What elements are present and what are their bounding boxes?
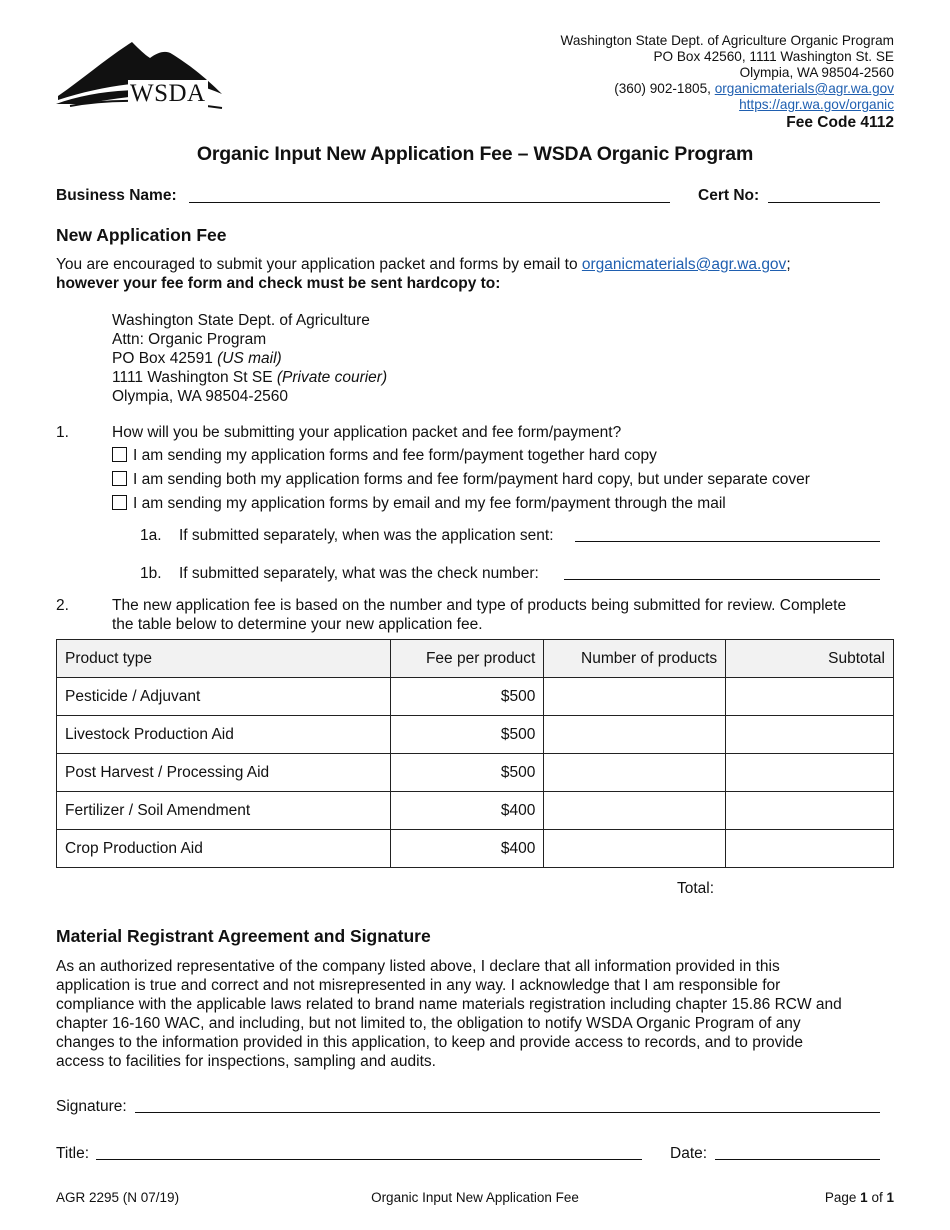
fee-table	[56, 639, 894, 868]
cert-no-field[interactable]	[768, 202, 880, 203]
q1-option-2-label: I am sending both my application forms and fee form/payment hard copy, but under separate cover	[133, 471, 810, 488]
row-fee: $500	[390, 754, 544, 792]
q1-option-1-label: I am sending my application forms and fee form/payment together hard copy	[133, 447, 657, 464]
checkbox-option-2[interactable]	[112, 471, 127, 486]
row-product-type: Crop Production Aid	[57, 830, 391, 868]
mail-line4-note: (Private courier)	[276, 369, 388, 386]
row-product-type: Pesticide / Adjuvant	[57, 678, 391, 716]
footer-page-num: 1	[860, 1190, 868, 1205]
table-row	[57, 716, 894, 754]
row-number-input[interactable]	[544, 716, 726, 754]
row-fee: $400	[390, 792, 544, 830]
business-name-label: Business Name:	[56, 187, 177, 204]
total-label: Total:	[677, 880, 715, 897]
col-header-subtotal: Subtotal	[726, 640, 894, 678]
q2-text	[112, 596, 912, 634]
q1b-number: 1b.	[140, 565, 162, 582]
table-row	[57, 792, 894, 830]
row-number-input[interactable]	[544, 792, 726, 830]
q2-text-line2: the table below to determine your new application fee.	[112, 616, 483, 633]
agreement-line: compliance with the applicable laws related to brand name materials registration including chapter 15.86 RCW and	[56, 996, 842, 1013]
agreement-line: access to facilities for inspections, sampling and audits.	[56, 1053, 436, 1070]
mail-line3: PO Box 42591	[112, 350, 213, 367]
q1-option-1[interactable]	[112, 446, 657, 465]
row-fee: $500	[390, 716, 544, 754]
cert-no-label: Cert No:	[698, 187, 760, 204]
row-subtotal-input[interactable]	[726, 830, 894, 868]
q1-option-2[interactable]	[112, 470, 810, 489]
q1a-number: 1a.	[140, 527, 162, 544]
agreement-line: As an authorized representative of the company listed above, I declare that all information provided in this	[56, 958, 780, 975]
col-header-fee: Fee per product	[390, 640, 544, 678]
agreement-text	[56, 957, 926, 1071]
check-number-field[interactable]	[564, 579, 880, 580]
title-field[interactable]	[96, 1159, 642, 1160]
intro-email-link[interactable]: organicmaterials@agr.wa.gov	[581, 256, 787, 273]
org-phone: (360) 902-1805,	[614, 81, 711, 96]
mail-line2: Attn: Organic Program	[112, 331, 267, 348]
agreement-line: chapter 16-160 WAC, and including, but not limited to, the obligation to notify WSDA Organic Program of any	[56, 1015, 801, 1032]
org-email-link[interactable]: organicmaterials@agr.wa.gov	[714, 81, 894, 96]
q1-number: 1.	[56, 424, 69, 441]
agreement-line: changes to the information provided in this application, to keep and provide access to records, and to provide	[56, 1034, 804, 1051]
org-address2: Olympia, WA 98504-2560	[739, 65, 894, 80]
header-contact	[561, 33, 894, 132]
q2-number: 2.	[56, 597, 69, 614]
row-product-type: Post Harvest / Processing Aid	[57, 754, 391, 792]
footer-form-id: AGR 2295 (N 07/19)	[56, 1190, 180, 1205]
intro-sentence: You are encouraged to submit your application packet and forms by email to	[56, 256, 578, 273]
section-heading-agreement: Material Registrant Agreement and Signature	[56, 926, 431, 946]
footer-page-prefix: Page	[824, 1190, 857, 1205]
q2-text-line1: The new application fee is based on the number and type of products being submitted for review. Complete	[112, 597, 847, 614]
logo-text: WSDA	[130, 80, 206, 107]
row-subtotal-input[interactable]	[726, 754, 894, 792]
application-sent-field[interactable]	[575, 541, 880, 542]
row-subtotal-input[interactable]	[726, 792, 894, 830]
table-header-row	[57, 640, 894, 678]
footer-center: Organic Input New Application Fee	[371, 1190, 579, 1205]
intro-text	[56, 255, 906, 293]
date-label: Date:	[670, 1145, 708, 1162]
checkbox-option-3[interactable]	[112, 495, 127, 510]
org-name: Washington State Dept. of Agriculture Organic Program	[560, 33, 894, 48]
mailing-address	[112, 311, 387, 406]
q1b-text: If submitted separately, what was the check number:	[179, 565, 539, 582]
row-fee: $500	[390, 678, 544, 716]
mail-line1: Washington State Dept. of Agriculture	[112, 312, 370, 329]
wsda-logo	[54, 38, 226, 114]
org-website-link[interactable]: https://agr.wa.gov/organic	[739, 97, 894, 112]
fee-code: Fee Code 4112	[786, 114, 894, 131]
section-heading-new-application-fee: New Application Fee	[56, 225, 227, 245]
total-field[interactable]	[727, 869, 893, 898]
agreement-line: application is true and correct and not misrepresented in any way. I acknowledge that I am responsible for	[56, 977, 781, 994]
business-name-field[interactable]	[189, 202, 670, 203]
row-product-type: Fertilizer / Soil Amendment	[57, 792, 391, 830]
table-row	[57, 678, 894, 716]
q1-text: How will you be submitting your application packet and fee form/payment?	[112, 424, 622, 441]
checkbox-option-1[interactable]	[112, 447, 127, 462]
signature-field[interactable]	[135, 1112, 880, 1113]
q1-option-3-label: I am sending my application forms by email and my fee form/payment through the mail	[133, 495, 726, 512]
date-field[interactable]	[715, 1159, 880, 1160]
footer-page	[825, 1190, 894, 1205]
footer-page-total: 1	[886, 1190, 894, 1205]
row-number-input[interactable]	[544, 678, 726, 716]
col-header-number: Number of products	[544, 640, 726, 678]
footer-page-of: of	[871, 1190, 883, 1205]
intro-bold: however your fee form and check must be sent hardcopy to:	[56, 275, 501, 292]
mail-line5: Olympia, WA 98504-2560	[112, 388, 289, 405]
row-fee: $400	[390, 830, 544, 868]
row-subtotal-input[interactable]	[726, 716, 894, 754]
mail-line4: 1111 Washington St SE	[112, 369, 273, 386]
row-subtotal-input[interactable]	[726, 678, 894, 716]
q1-option-3[interactable]	[112, 494, 726, 513]
table-row	[57, 830, 894, 868]
row-number-input[interactable]	[544, 754, 726, 792]
row-product-type: Livestock Production Aid	[57, 716, 391, 754]
signature-label: Signature:	[56, 1098, 127, 1115]
row-number-input[interactable]	[544, 830, 726, 868]
col-header-product-type: Product type	[57, 640, 391, 678]
page-title: Organic Input New Application Fee – WSDA Organic Program	[196, 143, 754, 165]
title-label: Title:	[56, 1145, 90, 1162]
org-address1: PO Box 42560, 1111 Washington St. SE	[653, 49, 894, 64]
q1a-text: If submitted separately, when was the application sent:	[179, 527, 554, 544]
table-row	[57, 754, 894, 792]
mail-line3-note: (US mail)	[217, 350, 282, 367]
intro-end: ;	[786, 256, 791, 273]
